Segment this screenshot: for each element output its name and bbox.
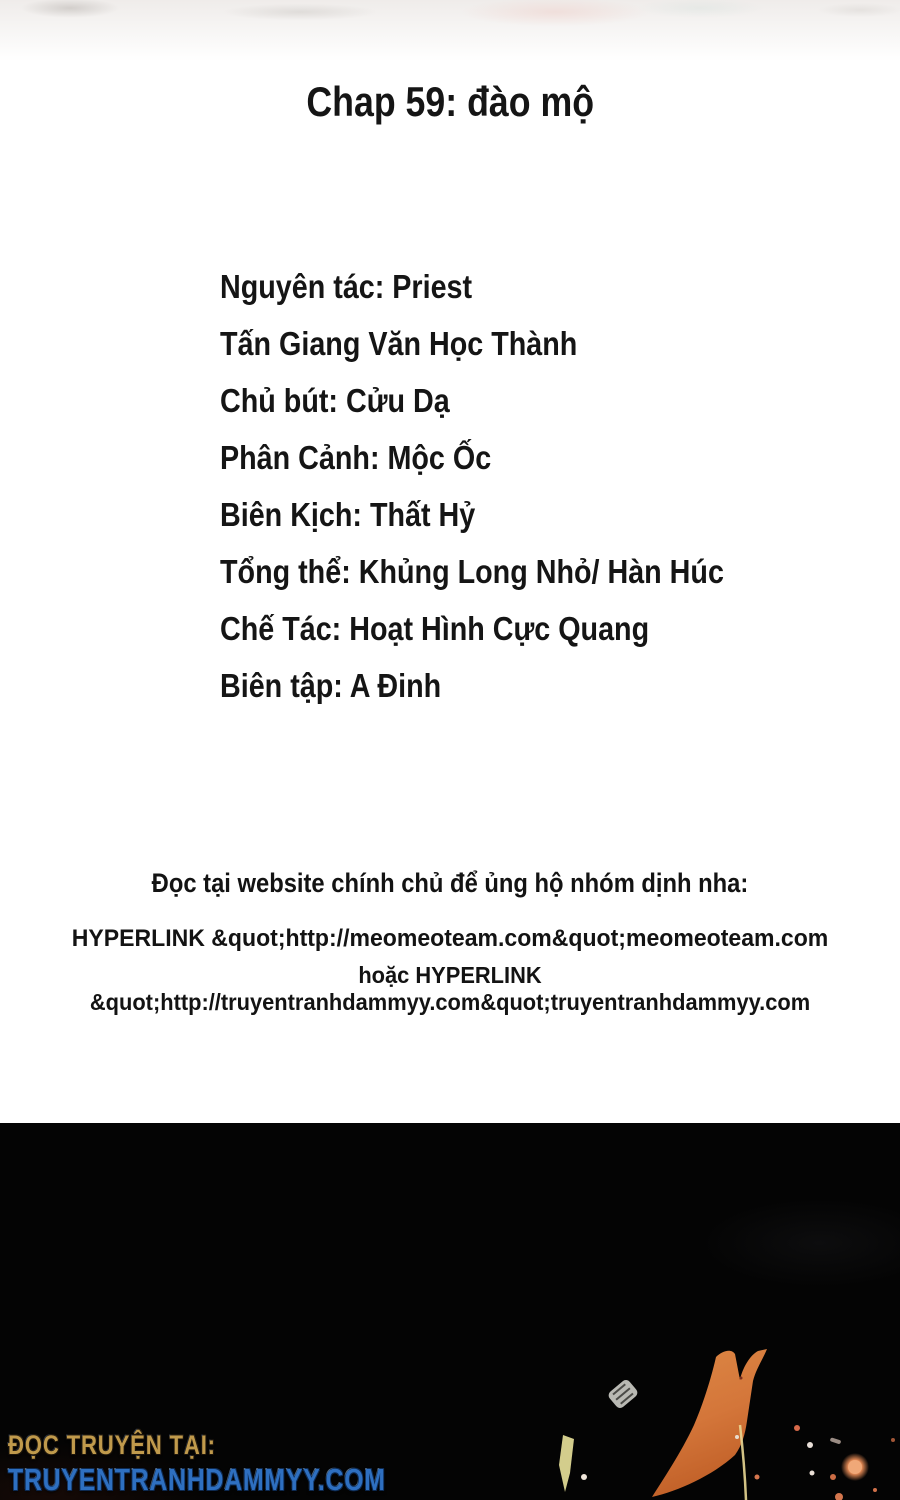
spark: [807, 1442, 813, 1448]
spark: [873, 1488, 877, 1492]
spark: [830, 1437, 842, 1444]
credit-line: Chế Tác: Hoạt Hình Cực Quang: [220, 610, 650, 647]
spark: [810, 1471, 815, 1476]
promo-link-truyentranhdammyy: hoặc HYPERLINK &quot;http://truyentranhdammyy.com&quot;truyentranhdammyy.com: [89, 962, 811, 1015]
spark: [830, 1474, 836, 1480]
watermark-line1: ĐỌC TRUYỆN TẠI:: [8, 1430, 216, 1460]
chapter-title: [0, 78, 900, 126]
credit-line: Nguyên tác: Priest: [220, 268, 473, 305]
chapter-title-text: Chap 59: đào mộ: [306, 78, 594, 125]
credit-line: Biên tập: A Đinh: [220, 667, 442, 704]
spark: [735, 1435, 739, 1439]
credit-line: Biên Kịch: Thất Hỷ: [220, 496, 476, 533]
spark: [581, 1474, 587, 1480]
credit-line: Phân Cảnh: Mộc Ốc: [220, 439, 492, 476]
promo-heading: Đọc tại website chính chủ để ủng hộ nhóm dịnh nha:: [151, 868, 749, 898]
debris-square: [607, 1378, 640, 1410]
spark: [755, 1475, 760, 1480]
spark: [835, 1493, 843, 1500]
promo-link-meomeoteam: HYPERLINK &quot;http://meomeoteam.com&quot;meomeoteam.com: [71, 925, 829, 952]
spark: [740, 1377, 743, 1380]
light-sliver: [559, 1435, 574, 1492]
flame-streak-graphic: [652, 1349, 767, 1497]
credit-line: Chủ bút: Cửu Dạ: [220, 382, 450, 419]
comic-art-panel: [0, 1123, 900, 1500]
watermark-site-url: TRUYENTRANHDAMMYY.COM: [8, 1462, 386, 1497]
credit-line: Tổng thể: Khủng Long Nhỏ/ Hàn Húc: [220, 553, 724, 590]
spark: [891, 1438, 895, 1442]
scan-texture-top: [0, 0, 900, 72]
credits-block: [220, 258, 860, 714]
credit-line: Tấn Giang Văn Học Thành: [220, 325, 578, 362]
ember-core: [848, 1460, 862, 1474]
spark: [794, 1425, 800, 1431]
